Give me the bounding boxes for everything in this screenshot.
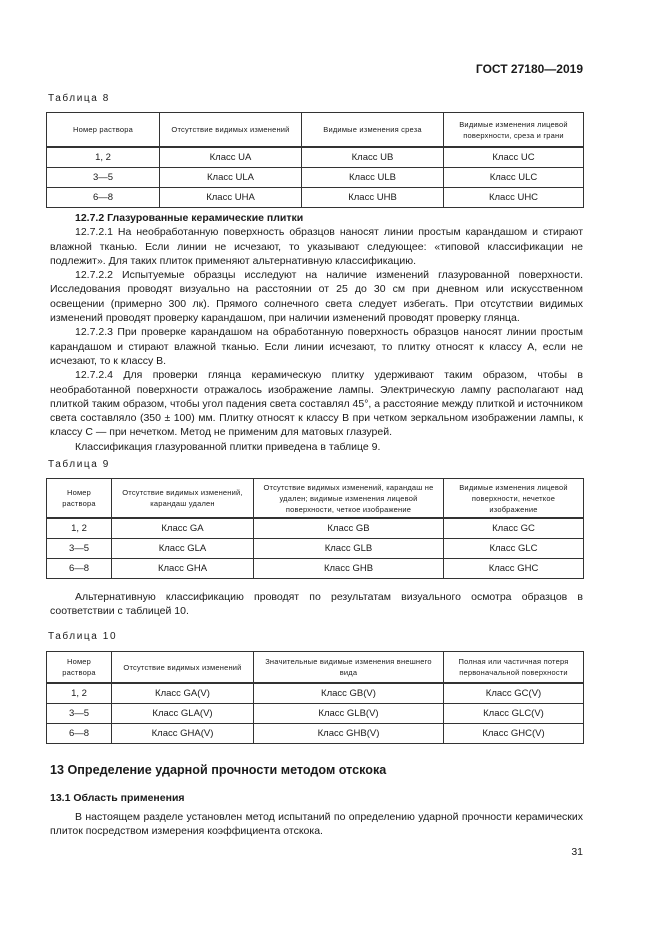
section-heading: 12.7.2 Глазурованные керамические плитки	[75, 212, 304, 224]
table-cell: Класс UHB	[302, 188, 444, 208]
table-cell: Класс GC(V)	[444, 683, 584, 704]
table-cell: Класс ULA	[160, 168, 302, 188]
table-row	[47, 683, 584, 704]
table-cell: Класс GC	[444, 518, 584, 539]
table-row	[47, 704, 584, 724]
table-cell: Класс UHA	[160, 188, 302, 208]
table-cell: Класс GLB	[254, 539, 444, 559]
table-9-header: Отсутствие видимых изменений, карандаш не удален; видимые изменения лицевой поверхности, четкое изображение	[254, 479, 444, 519]
table-10-header: Номер раствора	[47, 652, 112, 684]
table-cell: Класс GLC	[444, 539, 584, 559]
table-9-header: Видимые изменения лицевой поверхности, нечеткое изображение	[444, 479, 584, 519]
table-10-caption: Таблица 10	[48, 631, 118, 642]
table-cell: Класс GA(V)	[112, 683, 254, 704]
table-9	[46, 478, 584, 579]
table-cell: Класс GHB(V)	[254, 724, 444, 744]
table-row	[47, 168, 584, 188]
table-8-header: Видимые изменения среза	[302, 113, 444, 148]
table-cell: 6—8	[47, 724, 112, 744]
table-cell: Класс GLA(V)	[112, 704, 254, 724]
table-row	[47, 559, 584, 579]
table-cell: 3—5	[47, 539, 112, 559]
table-cell: 1, 2	[47, 518, 112, 539]
table-8	[46, 112, 584, 208]
table-9-caption: Таблица 9	[48, 459, 110, 470]
table-row	[47, 724, 584, 744]
table-cell: Класс GA	[112, 518, 254, 539]
table-10-header: Полная или частичная потеря первоначальной поверхности	[444, 652, 584, 684]
table-9-header: Номер раствора	[47, 479, 112, 519]
table-cell: Класс GLA	[112, 539, 254, 559]
table-row	[47, 539, 584, 559]
table-cell: Класс GB	[254, 518, 444, 539]
table-cell: Класс GLB(V)	[254, 704, 444, 724]
table-cell: Класс UC	[444, 147, 584, 168]
table-10-header: Отсутствие видимых изменений	[112, 652, 254, 684]
table-cell: Класс GHC	[444, 559, 584, 579]
paragraph: 12.7.2.2 Испытуемые образцы исследуют на наличие изменений глазурованной поверхности. Исследования проводят визуально на расстоянии от 25 до 30 см при дневном или искусственном освещении (примерно 300 лк). Прямого солнечного света следует избегать. При отсутствии видимых изменений проводят проверку карандашом, при наличии изменений проводят проверку глянца.	[50, 269, 583, 325]
table-cell: Класс GHA(V)	[112, 724, 254, 744]
section-12-7-2	[50, 211, 583, 454]
section-13-1-text	[50, 810, 583, 839]
table-row	[47, 518, 584, 539]
table-cell: 3—5	[47, 168, 160, 188]
paragraph: 12.7.2.4 Для проверки глянца керамическую плитку удерживают таким образом, чтобы в необработанной поверхности отражалось изображение лампы. Электрическую лампу располагают над плиткой таким образом, чтобы угол падения света составлял 45°, а расстояние между плиткой и источником света составляло (350 ± 100) мм. Плитку относят к классу B при четком зеркальном изображении лампы, к классу C — при нечетком. Метод не применим для матовых глазурей.	[50, 369, 583, 439]
table-row	[47, 188, 584, 208]
table-8-header: Номер раствора	[47, 113, 160, 148]
table-cell: 6—8	[47, 188, 160, 208]
table-8-header: Отсутствие видимых изменений	[160, 113, 302, 148]
table-10	[46, 651, 584, 744]
paragraph: Альтернативную классификацию проводят по результатам визуального осмотра образцов в соответствии с таблицей 10.	[50, 591, 583, 618]
table-10-header: Значительные видимые изменения внешнего вида	[254, 652, 444, 684]
paragraph: 12.7.2.3 При проверке карандашом на обработанную поверхность образцов наносят линии простым карандашом и стирают влажной тканью. Если линии исчезают, то плитку относят к классу A, если не исчезают, то к классу B.	[50, 326, 583, 367]
table-cell: Класс ULC	[444, 168, 584, 188]
table-8-caption: Таблица 8	[48, 93, 110, 104]
table-row	[47, 147, 584, 168]
page-number: 31	[571, 846, 583, 858]
table-cell: 1, 2	[47, 147, 160, 168]
table-cell: 1, 2	[47, 683, 112, 704]
section-13-heading: 13 Определение ударной прочности методом отскока	[50, 763, 387, 777]
table-cell: Класс GHB	[254, 559, 444, 579]
table-cell: Класс ULB	[302, 168, 444, 188]
table-cell: Класс UB	[302, 147, 444, 168]
table-cell: Класс UHC	[444, 188, 584, 208]
table-cell: Класс UA	[160, 147, 302, 168]
paragraph: Классификация глазурованной плитки приведена в таблице 9.	[75, 440, 381, 453]
table-9-header: Отсутствие видимых изменений, карандаш удален	[112, 479, 254, 519]
alt-classification-text	[50, 590, 583, 619]
paragraph: 12.7.2.1 На необработанную поверхность образцов наносят линии простым карандашом и стирают влажной тканью. Если линии не исчезают, то указывают следующее: «типовой классификации не подлежит». Для таких плиток применяют альтернативную классификацию.	[50, 226, 583, 267]
table-cell: Класс GHA	[112, 559, 254, 579]
table-cell: 6—8	[47, 559, 112, 579]
section-13-1-heading: 13.1 Область применения	[50, 792, 185, 804]
table-cell: Класс GB(V)	[254, 683, 444, 704]
document-standard-header: ГОСТ 27180—2019	[475, 62, 583, 76]
table-cell: Класс GLC(V)	[444, 704, 584, 724]
paragraph: В настоящем разделе установлен метод испытаний по определению ударной прочности керамических плиток посредством измерения коэффициента отскока.	[50, 811, 583, 838]
table-cell: Класс GHC(V)	[444, 724, 584, 744]
table-cell: 3—5	[47, 704, 112, 724]
table-8-header: Видимые изменения лицевой поверхности, среза и грани	[444, 113, 584, 148]
